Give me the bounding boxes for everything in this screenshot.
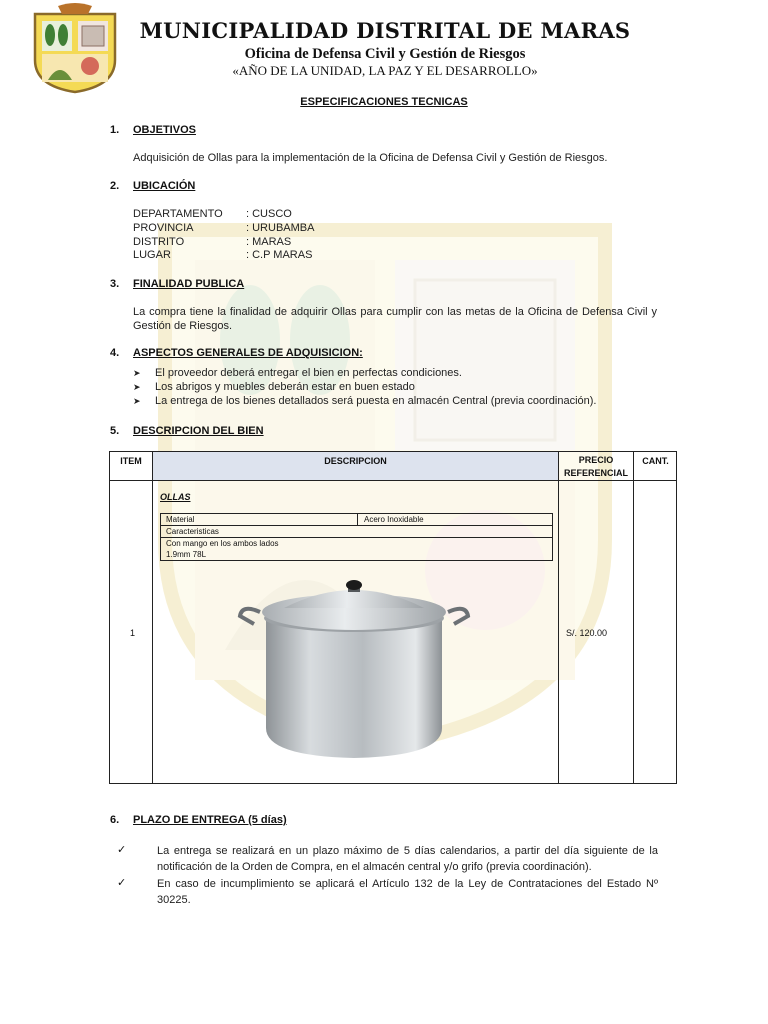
spec-detail-size: 1.9mm 78L	[166, 550, 207, 559]
location-label-distrito: DISTRITO	[133, 236, 185, 248]
spec-value-material: Acero Inoxidable	[364, 515, 424, 524]
arrow-bullet-icon: ➤	[133, 396, 141, 406]
list-item	[133, 367, 462, 379]
section-5-number: 5.	[110, 425, 120, 437]
check-mark-icon: ✓	[117, 844, 127, 856]
cooking-pot-image	[236, 578, 472, 760]
location-value-provincia: : URUBAMBA	[246, 222, 315, 234]
spec-row-caracteristicas	[161, 526, 552, 538]
section-6-title: PLAZO DE ENTREGA (5 días)	[133, 814, 287, 826]
section-1-number: 1.	[110, 124, 120, 136]
cell-precio: S/. 120.00	[566, 628, 608, 638]
spec-label-material: Material	[166, 515, 195, 524]
column-divider	[633, 452, 634, 783]
section-6-number: 6.	[110, 814, 120, 826]
location-label-lugar: LUGAR	[133, 249, 171, 261]
location-value-lugar: : C.P MARAS	[246, 249, 313, 261]
column-divider	[152, 452, 153, 783]
location-value-distrito: : MARAS	[246, 236, 292, 248]
spec-detail-handles: Con mango en los ambos lados	[166, 539, 279, 548]
product-name: OLLAS	[160, 492, 191, 502]
header-descripcion: DESCRIPCION	[324, 456, 387, 466]
arrow-bullet-icon: ➤	[133, 382, 141, 392]
header-item: ITEM	[120, 456, 142, 466]
bullet-text: Los abrigos y muebles deberán estar en buen estado	[155, 381, 415, 393]
header-precio: PRECIO	[578, 455, 614, 465]
location-label-provincia: PROVINCIA	[133, 222, 194, 234]
cell-item-number: 1	[130, 628, 136, 638]
section-1-title: OBJETIVOS	[133, 124, 196, 136]
municipal-logo	[30, 2, 120, 94]
document-title: ESPECIFICACIONES TECNICAS	[300, 96, 468, 108]
section-2-number: 2.	[110, 180, 120, 192]
section-4-number: 4.	[110, 347, 120, 359]
location-label-departamento: DEPARTAMENTO	[133, 208, 223, 220]
spec-row-details	[161, 538, 552, 560]
office-subtitle: Oficina de Defensa Civil y Gestión de Riesgos	[244, 46, 526, 62]
municipality-title: MUNICIPALIDAD DISTRITAL DE MARAS	[139, 18, 631, 43]
section-4-title: ASPECTOS GENERALES DE ADQUISICION:	[133, 347, 363, 359]
check-mark-icon: ✓	[117, 877, 127, 889]
location-value-departamento: : CUSCO	[246, 208, 292, 220]
column-divider	[558, 452, 559, 783]
delivery-term-text: La entrega se realizará en un plazo máximo de 5 días calendarios, a partir del día siguiente de la notificación de la Orden de Compra, en el almacén central y/o grifo (previa coordinación).	[157, 845, 658, 873]
list-item	[133, 381, 415, 393]
spec-row-material	[161, 514, 552, 526]
header-cant: CANT.	[642, 456, 669, 466]
section-3-title: FINALIDAD PUBLICA	[133, 278, 245, 290]
list-item	[133, 395, 597, 407]
section-5-title: DESCRIPCION DEL BIEN	[133, 425, 264, 437]
header-divider	[110, 480, 676, 481]
penalty-text: En caso de incumplimiento se aplicará el Artículo 132 de la Ley de Contrataciones del Estado Nº 30225.	[157, 878, 658, 906]
year-motto: «AÑO DE LA UNIDAD, LA PAZ Y EL DESARROLLO»	[232, 63, 538, 78]
header-referencial: REFERENCIAL	[563, 468, 628, 478]
arrow-bullet-icon: ➤	[133, 368, 141, 378]
spec-divider	[357, 514, 358, 525]
section-1-text: Adquisición de Ollas para la implementación de la Oficina de Defensa Civil y Gestión de Riesgos.	[133, 152, 608, 164]
bullet-text: La entrega de los bienes detallados será puesta en almacén Central (previa coordinación).	[155, 395, 597, 407]
section-3-text: La compra tiene la finalidad de adquirir Ollas para cumplir con las metas de la Oficina de Defensa Civil y Gestión de Riesgos.	[133, 306, 657, 332]
product-spec-table	[160, 513, 553, 561]
section-2-title: UBICACIÓN	[133, 180, 196, 192]
section-3-number: 3.	[110, 278, 120, 290]
bullet-text: El proveedor deberá entregar el bien en perfectas condiciones.	[155, 367, 462, 379]
spec-label-caracteristicas: Caracteristicas	[166, 527, 219, 536]
